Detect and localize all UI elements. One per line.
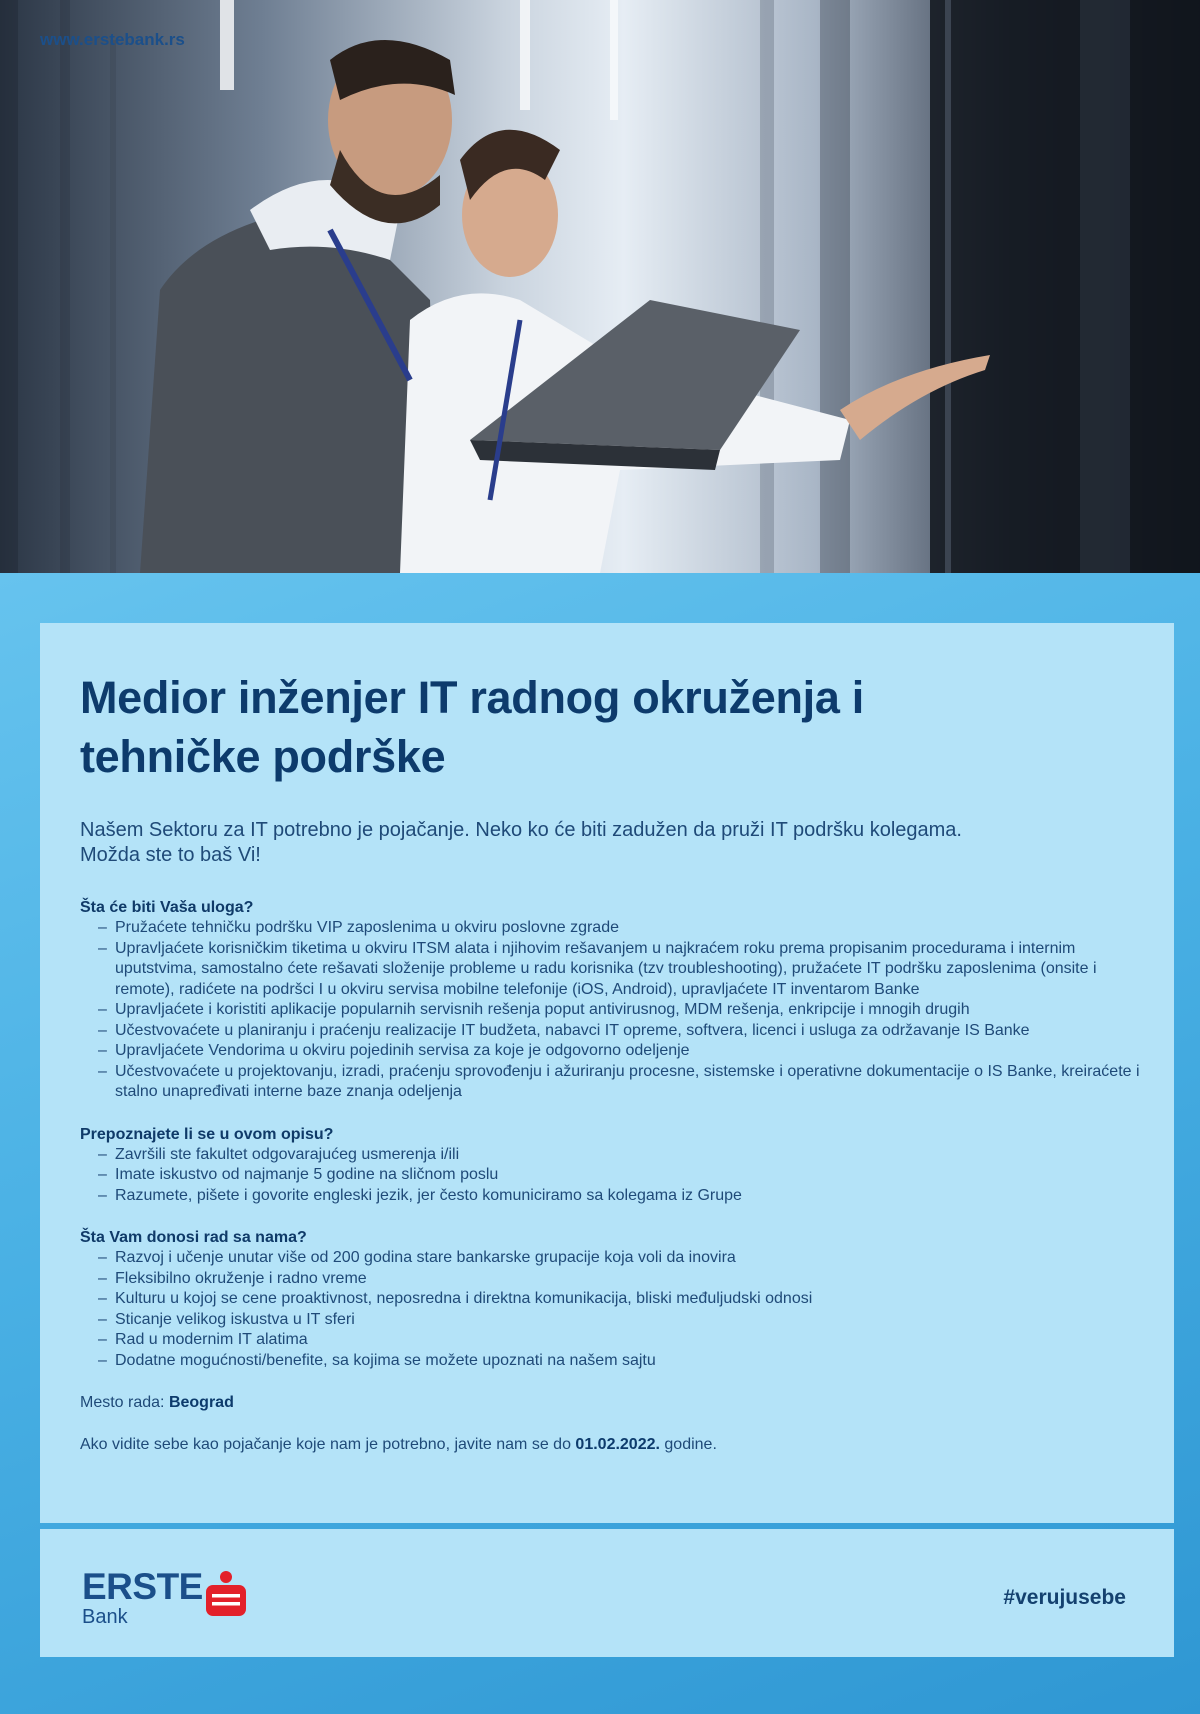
list-item: – Upravljaćete i koristiti aplikacije popularnih servisnih rešenja poput antivirusnog, MDM rešenja, enkripcije i mnogih drugih — [80, 1000, 1140, 1021]
job-title-line-1: Medior inženjer IT radnog okruženja i — [80, 672, 865, 723]
profile-section-title: Prepoznajete li se u ovom opisu? — [80, 1125, 334, 1143]
role-section — [80, 898, 1140, 1103]
erste-bank-logo[interactable] — [82, 1568, 203, 1628]
list-item: – Učestvovaćete u planiranju i praćenju realizacije IT budžeta, nabavci IT opreme, softvera, licenci i usluga za održavanje IS Banke — [80, 1021, 1140, 1042]
list-item: – Upravljaćete korisničkim tiketima u okviru ITSM alata i njihovim rešavanjem u najkraćem roku prema propisanim procedurama i internim uputstvima, samostalno ćete rešavati složenije probleme u radu korisnika (tzv troubleshooting), pružaćete IT podršku zaposlenima (onsite i remote), radićete na podršci I u okviru servisa mobilne telefonije (iOS, Android), upravljaćete IT inventarom Banke — [80, 939, 1140, 1001]
job-title — [80, 668, 1140, 786]
location-value: Beograd — [168, 1394, 234, 1411]
role-list — [80, 918, 1140, 1103]
benefits-section-title: Šta Vam donosi rad sa nama? — [80, 1229, 307, 1246]
role-section-title: Šta će biti Vaša uloga? — [80, 899, 254, 916]
intro-text — [80, 818, 1140, 868]
job-content — [80, 668, 1140, 1455]
list-item: – Upravljaćete Vendorima u okviru pojedinih servisa za koje je odgovorno odeljenje — [80, 1041, 1140, 1062]
list-item: – Sticanje velikog iskustva u IT sferi — [80, 1310, 1140, 1331]
deadline-text: Ako vidite sebe kao pojačanje koje nam je potrebno, javite nam se do — [80, 1436, 571, 1453]
list-item: – Razumete, pišete i govorite engleski jezik, jer često komuniciramo sa kolegama iz Grupe — [80, 1186, 1140, 1207]
location-label: Mesto rada: — [80, 1394, 165, 1411]
benefits-section — [80, 1228, 1140, 1371]
list-item: – Učestvovaćete u projektovanju, izradi, praćenju sprovođenju i ažuriranju procesne, sistemske i operativne dokumentacije o IS Banke, kreiraćete i stalno unapređivati interne baze znanja odeljenja — [80, 1062, 1140, 1103]
profile-section — [80, 1125, 1140, 1207]
work-location — [80, 1393, 1140, 1413]
logo-subtitle: Bank — [82, 1606, 128, 1628]
erste-s-icon — [204, 1570, 248, 1618]
list-item: – Dodatne mogućnosti/benefite, sa kojima se možete upoznati na našem sajtu — [80, 1351, 1140, 1372]
profile-list — [80, 1145, 1140, 1207]
list-item: – Rad u modernim IT alatima — [80, 1330, 1140, 1351]
list-item: – Fleksibilno okruženje i radno vreme — [80, 1269, 1140, 1290]
benefits-list — [80, 1248, 1140, 1371]
deadline-date: 01.02.2022. — [575, 1436, 660, 1453]
list-item: – Imate iskustvo od najmanje 5 godine na sličnom poslu — [80, 1165, 1140, 1186]
list-item: – Završili ste fakultet odgovarajućeg usmerenja i/ili — [80, 1145, 1140, 1166]
website-url[interactable]: www.erstebank.rs — [40, 30, 185, 49]
campaign-hashtag: #verujusebe — [1003, 1586, 1126, 1609]
server-room-illustration — [0, 0, 1200, 573]
deadline-suffix: godine. — [664, 1436, 717, 1453]
list-item: – Kulturu u kojoj se cene proaktivnost, neposredna i direktna komunikacija, bliski međuljudski odnosi — [80, 1289, 1140, 1310]
intro-line-1: Našem Sektoru za IT potrebno je pojačanje. Neko ko će biti zadužen da pruži IT podršku kolegama. — [80, 819, 962, 841]
list-item: – Pružaćete tehničku podršku VIP zaposlenima u okviru poslovne zgrade — [80, 918, 1140, 939]
job-title-line-2: tehničke podrške — [80, 731, 446, 782]
logo-wordmark: ERSTE — [82, 1566, 203, 1607]
hero-photo — [0, 0, 1200, 573]
intro-line-2: Možda ste to baš Vi! — [80, 844, 261, 866]
application-deadline — [80, 1435, 1140, 1455]
list-item: – Razvoj i učenje unutar više od 200 godina stare bankarske grupacije koja voli da inovira — [80, 1248, 1140, 1269]
